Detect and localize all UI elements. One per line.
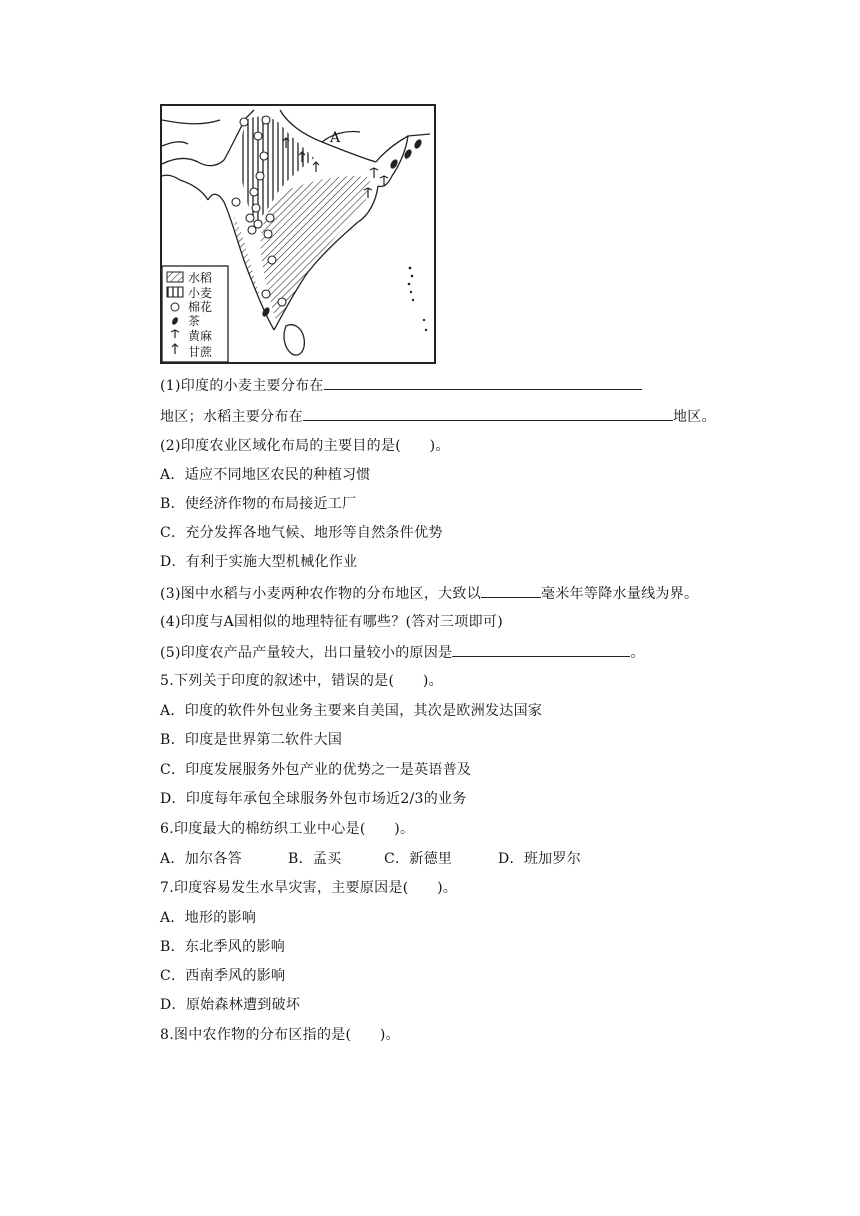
rice-region — [261, 176, 371, 320]
q6-options-row — [160, 850, 581, 868]
option-item: C．印度发展服务外包产业的优势之一是英语普及 — [160, 762, 472, 778]
legend-label-jute: 黄麻 — [188, 329, 213, 343]
option-item: C．西南季风的影响 — [160, 968, 286, 984]
q4-sub5-line: (5)印度农产品产量较大，出口量较小的原因是 。 — [160, 642, 645, 662]
map-legend — [162, 266, 228, 362]
rice-hatch-icon — [167, 272, 183, 282]
option-item: B．孟买 — [288, 851, 342, 867]
answer-blank[interactable] — [481, 583, 541, 598]
option-item: A．地形的影响 — [160, 910, 257, 926]
option-item: D．有利于实施大型机械化作业 — [160, 554, 358, 570]
option-item: D．原始森林遭到破坏 — [160, 997, 301, 1013]
legend-label-rice: 水稻 — [188, 271, 213, 285]
legend-label-tea: 茶 — [188, 314, 201, 328]
option-item: B．东北季风的影响 — [160, 939, 285, 955]
option-item: A．印度的软件外包业务主要来自美国，其次是欧洲发达国家 — [160, 703, 543, 719]
india-crop-map-svg — [162, 106, 434, 362]
q5-stem: 5.下列关于印度的叙述中，错误的是( )。 — [160, 673, 443, 689]
option-item: A．加尔各答 — [160, 851, 242, 867]
legend-label-wheat: 小麦 — [188, 286, 213, 300]
q4-sub2-stem: (2)印度农业区域化布局的主要目的是( )。 — [160, 438, 450, 454]
legend-label-sugarcane: 甘蔗 — [188, 345, 213, 359]
q7-stem: 7.印度容易发生水旱灾害，主要原因是( )。 — [160, 880, 458, 896]
option-item: C．充分发挥各地气候、地形等自然条件优势 — [160, 525, 443, 541]
q4-sub1-line2: 地区；水稻主要分布在 地区。 — [160, 406, 716, 426]
q6-stem: 6.印度最大的棉纺织工业中心是( )。 — [160, 821, 415, 837]
wheat-stripe-icon — [167, 287, 183, 297]
answer-blank[interactable] — [324, 375, 642, 390]
option-item: B．印度是世界第二软件大国 — [160, 732, 343, 748]
q4-sub4-line: (4)印度与A国相似的地理特征有哪些？(答对三项即可) — [160, 614, 503, 630]
q8-stem: 8.图中农作物的分布区指的是( )。 — [160, 1027, 400, 1043]
option-item: A．适应不同地区农民的种植习惯 — [160, 467, 371, 483]
map-label-a: A — [330, 130, 341, 146]
india-crop-map — [160, 104, 436, 364]
q4-sub3-line: (3)图中水稻与小麦两种农作物的分布地区，大致以 毫米年等降水量线为界。 — [160, 583, 698, 603]
answer-blank[interactable] — [303, 406, 673, 421]
q4-sub1-line1: (1)印度的小麦主要分布在 — [160, 375, 642, 395]
answer-blank[interactable] — [452, 642, 630, 657]
cotton-icon — [171, 303, 179, 311]
islands — [408, 267, 427, 332]
option-item: D．班加罗尔 — [498, 851, 582, 867]
option-item: B．使经济作物的布局接近工厂 — [160, 496, 357, 512]
option-item: C．新德里 — [384, 851, 453, 867]
option-item: D．印度每年承包全球服务外包市场近2/3的业务 — [160, 791, 467, 807]
legend-label-cotton: 棉花 — [188, 300, 213, 314]
